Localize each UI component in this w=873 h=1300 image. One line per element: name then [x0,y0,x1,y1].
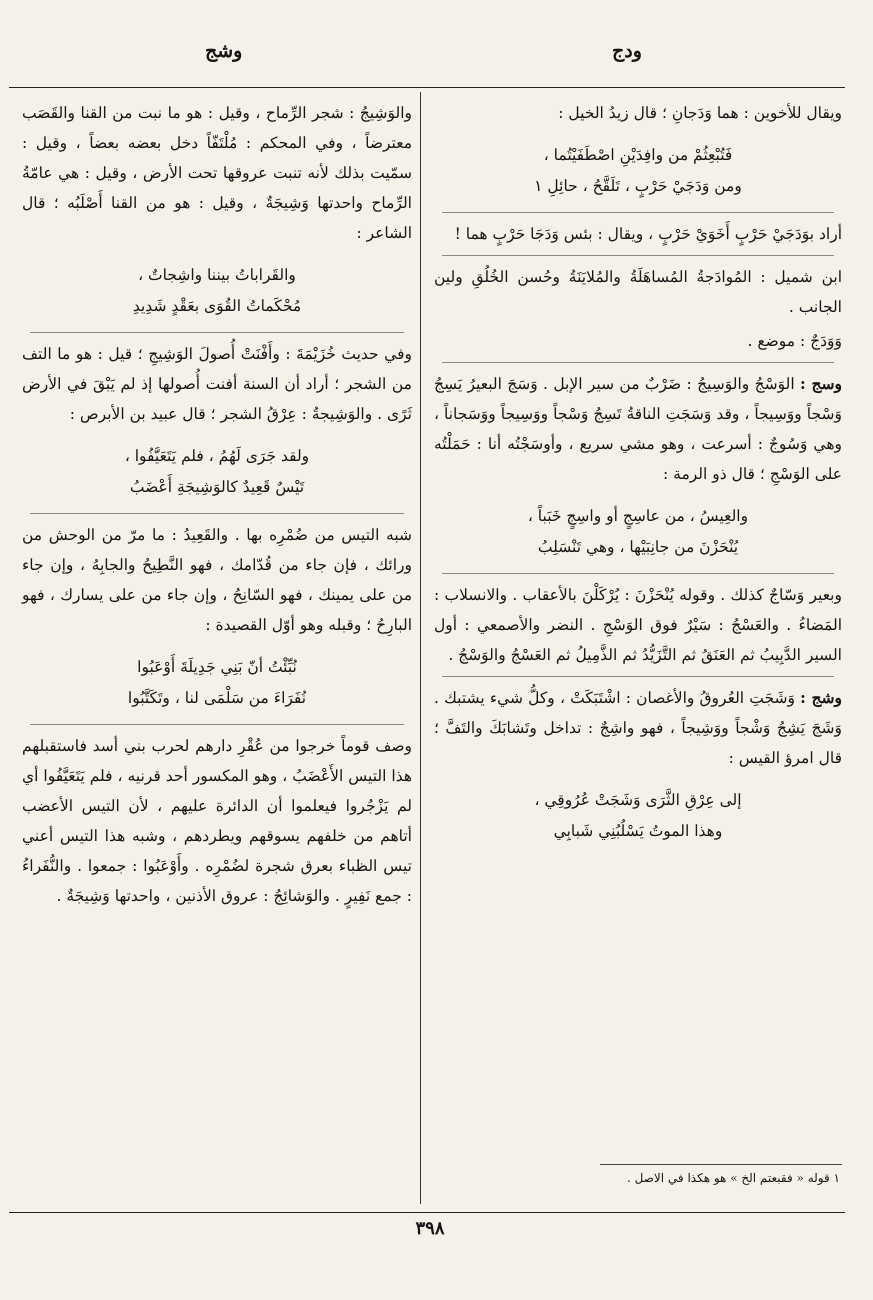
separator [30,332,404,333]
verse [434,140,842,202]
verse-line: ومن وَدَجَيْ حَرْبٍ ، تَلَقَّحُ ، حائِلِ ١ [534,177,742,195]
entry-wasaja [434,369,842,489]
separator [442,676,834,677]
footer-rule [9,1212,845,1213]
entry-headword: وشج : [800,688,842,707]
verse-line: نُبِّئْتُ أنّ بَنِي جَدِيلَةَ أَوْعَبُوا [137,658,297,676]
verse-line: مُحْكَماتُ القُوَى بعَقْدٍ شَدِيدِ [132,297,302,315]
entry-washaja [434,683,842,773]
paragraph: ابن شميل : المُوادَجةُ المُساهَلَةُ والمُلايَنَةُ وحُسن الخُلُقِ ولين الجانب . [434,268,842,316]
entry-headword: وسج : [799,374,842,393]
verse-line: والعِيسُ ، من عاسِجٍ أو واسِجٍ خَبَباً ، [527,507,749,525]
verse [22,441,412,503]
entry-text: الوَسْجُ والوَسِيجُ : ضَرْبٌ من سير الإبل . وَسَجَ البعيرُ يَسِجُ وَسْجاً ووَسِيجاً ، وقد وَسَجَتِ الناقةُ تَسِجُ وَسْجاً ووَسِيجاً ووَسَجاناً ، وهي وَسُوجٌ : أسرعت ، وهو مشي سريع ، وأوسَجْتُه أنا : حَمَلْتُه على الوَسْجِ ؛ قال ذو الرمة : [434,375,842,483]
verse-line: وهذا الموتُ يَسْلُبُنِي شَبابِي [553,822,723,840]
verse-line: فَتُبْعِثُمْ من وافِدَيْنِ اصْطَفَيْتُما ، [543,146,733,164]
separator [442,362,834,363]
verse [22,652,412,714]
verse [434,785,842,847]
separator [442,255,834,256]
entry-text: وَشَجَتِ العُروقُ والأغصان : اشْتَبَكَتْ ، وكلُّ شيء يشتبك . وَشَجَ يَشِجُ وَشْجاً ووَشِيجاً ، فهو واشِجٌ : تداخل وتَشابَكَ والتَفَّ ؛ قال امرؤ القيس : [434,689,842,767]
paragraph: وفي حديث خُزَيْمَةَ : وأَفْنَتْ أُصولَ الوَشِيجِ ؛ قيل : هو ما التف من الشجر ؛ أراد أن السنة أفنت أُصولها إذ لم يَبْقَ في الأرض ثَرًى . والوَشِيجةُ : عِرْقُ الشجر ؛ قال عبيد بن الأبرص : [22,345,412,423]
verse [22,260,412,322]
verse-line: نُفَرَاءَ من سَلْمَى لنا ، وتَكَتَّبُوا [127,689,307,707]
paragraph: ويقال للأخوين : هما وَدَجانِ ؛ قال زيدُ الخيل : [558,104,842,122]
paragraph: شبه التيس من ضُمْرِه بها . والقَعِيدُ : ما مرّ من الوحش من ورائك ، فإن جاء من قُدّامك ، فهو النَّطِيحُ والجابِهُ ، وإن جاء من على يمينك ، فهو السّانِحُ ، وإن جاء من على يسارك ، فهو البارِحُ ؛ وقبله وهو أوّل القصيدة : [22,526,412,634]
verse-line: إلى عِرْقِ الثَّرَى وَشَجَتْ عُرُوقِي ، [534,791,742,809]
paragraph: وصف قوماً خرجوا من عُقْرِ دارهم لحرب بني أسد فاستقبلهم هذا التيس الأَعْضَبُ ، وهو المكسور أحد قرنيه ، فلم يَتَعَيَّفُوا أي لم يَزْجُروا فيعلموا أن الدائرة عليهم ، لأن التيس الأعضب أتاهم من خلفهم يسوقهم ويطردهم ، وشبه هذا التيس أعني تيس الظباء بعرق شجرة لضُمْرِه . وأَوْعَبُوا : جمعوا . والنُّفَراءُ : جمع نَفِيرٍ . والوَشائِجُ : عروق الأذنين ، واحدتها وَشِيجَةٌ . [22,737,413,905]
paragraph: وبعير وَسّاجٌ كذلك . وقوله يُنْحَزْنَ : يُرْكَلْنَ بالأعقاب . والانسلاب : المَضاءُ . والعَسْجُ : سَيْرٌ فوق الوَسْجِ . النضر والأصمعي : أول السير الدَّبِيبُ ثم العَنَقُ ثم التَّزَيُّدُ ثم الذَّمِيلُ ثم العَسْجُ والوَسْجُ . [434,586,842,664]
verse-line: يُنْحَزْنَ من جانِبَيْها ، وهي تَنْسَلِبُ [537,538,739,556]
separator [442,573,834,574]
footnote-rule [600,1164,842,1165]
separator [30,513,404,514]
header-keyword-left: وشج [205,40,243,62]
paragraph: والوَشِيجُ : شجر الرِّماح ، وقيل : هو ما نبت من القنا والقَصَب معترضاً ، وفي المحكم : مُلْتَفّاً دخل بعضه بعضاً ، وقيل : سمّيت بذلك لأنه تنبت عروقها تحت الأرض ، وقيل : هي عامّةُ الرِّماح واحدتها وَشِيجَةٌ ، وقيل : هو من القنا أَصْلَبُه ؛ قال الشاعر : [22,104,412,242]
right-column [434,98,842,857]
left-column [22,98,412,915]
page-number: ٣٩٨ [415,1218,445,1239]
column-divider [420,92,421,1204]
separator [442,212,834,213]
verse [434,501,842,563]
paragraph: وَوَدَجٌ : موضع . [747,332,842,350]
header-rule [9,87,845,88]
verse-line: تَيْسٌ قَعِيدٌ كالوَشِيجَةِ أَعْضَبُ [129,478,305,496]
header-keyword-right: ودج [612,40,642,62]
separator [30,724,404,725]
footnote: ١ قوله « فقبعتم الخ » هو هكذا في الاصل . [627,1171,840,1185]
verse-line: والقَراباتُ بيننا واشِجاتٌ ، [138,266,296,284]
paragraph: أراد بوَدَجَيْ حَرْبٍ أَخَوَيْ حَرْبٍ ، ويقال : بئس وَدَجَا حَرْبٍ هما ! [454,225,842,243]
verse-line: ولقد جَرَى لَهُمُ ، فلم يَتَعَيَّفُوا ، [124,447,310,465]
